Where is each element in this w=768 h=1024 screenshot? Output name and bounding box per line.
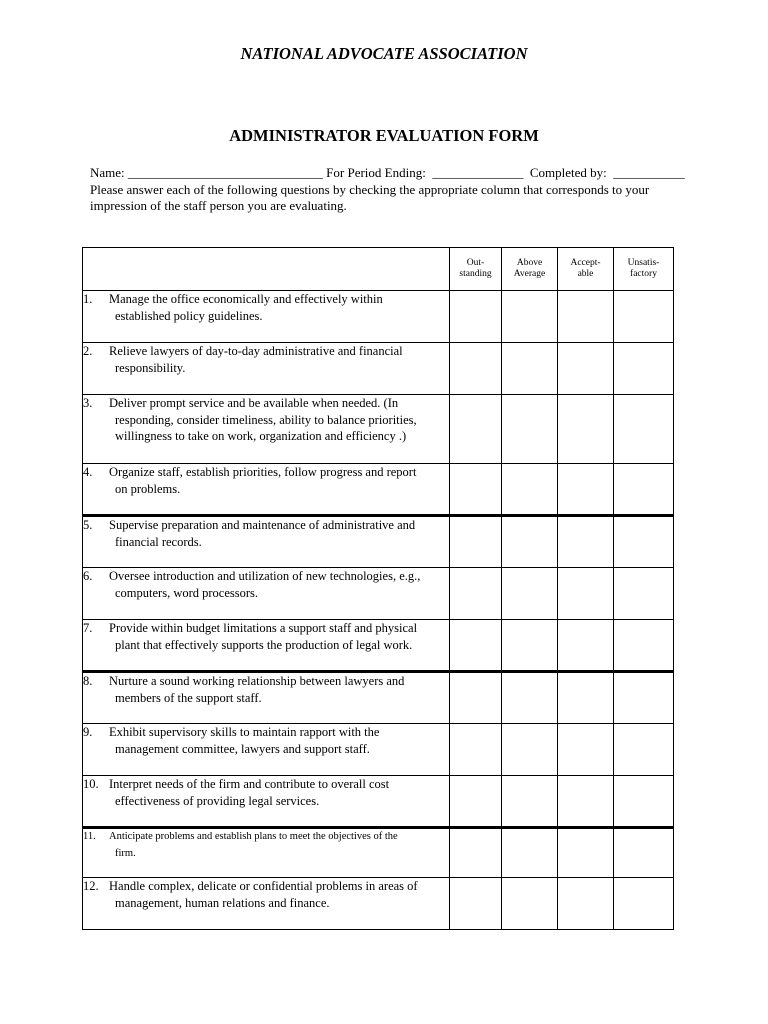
q3-acceptable-box[interactable]	[558, 395, 614, 464]
evaluation-table	[82, 247, 674, 930]
table-row	[83, 568, 674, 620]
form-title: ADMINISTRATOR EVALUATION FORM	[229, 126, 539, 145]
name-field[interactable]: ______________________________	[127, 165, 323, 180]
question-5: 5. Supervise preparation and maintenance of administrative and financial records.	[83, 516, 450, 568]
q11-acceptable-box[interactable]	[558, 828, 614, 878]
q11-outstanding-box[interactable]	[450, 828, 502, 878]
q3-outstanding-box[interactable]	[450, 395, 502, 464]
q2-outstanding-box[interactable]	[450, 343, 502, 395]
q3-unsatisfactory-box[interactable]	[614, 395, 674, 464]
table-row	[83, 828, 674, 878]
period-label: For Period Ending:	[326, 165, 426, 180]
table-row	[83, 464, 674, 516]
q1-outstanding-box[interactable]	[450, 291, 502, 343]
q4-above-average-box[interactable]	[502, 464, 558, 516]
q9-above-average-box[interactable]	[502, 724, 558, 776]
q12-above-average-box[interactable]	[502, 878, 558, 930]
q8-outstanding-box[interactable]	[450, 672, 502, 724]
header-row	[83, 248, 674, 291]
intro-section	[90, 165, 700, 215]
q10-unsatisfactory-box[interactable]	[614, 776, 674, 828]
column-header-unsatisfactory: Unsatis- factory	[614, 248, 674, 291]
q5-acceptable-box[interactable]	[558, 516, 614, 568]
table-row	[83, 620, 674, 672]
question-4: 4. Organize staff, establish priorities, follow progress and report on problems.	[83, 464, 450, 516]
instructions-line-1: Please answer each of the following questions by checking the appropriate column that corresponds to your	[90, 181, 650, 197]
question-2: 2. Relieve lawyers of day-to-day administrative and financial responsibility.	[83, 343, 450, 395]
q8-unsatisfactory-box[interactable]	[614, 672, 674, 724]
intro-fields-row	[90, 165, 700, 182]
q11-above-average-box[interactable]	[502, 828, 558, 878]
q1-unsatisfactory-box[interactable]	[614, 291, 674, 343]
q4-outstanding-box[interactable]	[450, 464, 502, 516]
q5-outstanding-box[interactable]	[450, 516, 502, 568]
q6-acceptable-box[interactable]	[558, 568, 614, 620]
column-header-above-average: Above Average	[502, 248, 558, 291]
column-header-outstanding: Out- standing	[450, 248, 502, 291]
q1-acceptable-box[interactable]	[558, 291, 614, 343]
q2-above-average-box[interactable]	[502, 343, 558, 395]
q12-outstanding-box[interactable]	[450, 878, 502, 930]
table-row	[83, 291, 674, 343]
q10-above-average-box[interactable]	[502, 776, 558, 828]
q8-above-average-box[interactable]	[502, 672, 558, 724]
q4-acceptable-box[interactable]	[558, 464, 614, 516]
q10-outstanding-box[interactable]	[450, 776, 502, 828]
header-blank-cell	[83, 248, 450, 291]
q7-unsatisfactory-box[interactable]	[614, 620, 674, 672]
instructions-line-2: impression of the staff person you are evaluating.	[90, 198, 347, 213]
organization-title: NATIONAL ADVOCATE ASSOCIATION	[240, 44, 528, 63]
q9-acceptable-box[interactable]	[558, 724, 614, 776]
question-1: 1. Manage the office economically and effectively within established policy guidelines.	[83, 291, 450, 343]
question-3: 3. Deliver prompt service and be available when needed. (In responding, consider timeliness, ability to balance priorities, willingness to take on work, organization and efficiency .)	[83, 395, 450, 464]
question-12: 12. Handle complex, delicate or confidential problems in areas of management, human relations and finance.	[83, 878, 450, 930]
question-10: 10. Interpret needs of the firm and contribute to overall cost effectiveness of providing legal services.	[83, 776, 450, 828]
name-label: Name:	[90, 165, 125, 180]
q5-unsatisfactory-box[interactable]	[614, 516, 674, 568]
q7-above-average-box[interactable]	[502, 620, 558, 672]
column-header-acceptable: Accept- able	[558, 248, 614, 291]
period-field[interactable]: ______________	[432, 165, 524, 180]
q1-above-average-box[interactable]	[502, 291, 558, 343]
q4-unsatisfactory-box[interactable]	[614, 464, 674, 516]
table-row	[83, 395, 674, 464]
table-row	[83, 724, 674, 776]
q5-above-average-box[interactable]	[502, 516, 558, 568]
q7-outstanding-box[interactable]	[450, 620, 502, 672]
q12-acceptable-box[interactable]	[558, 878, 614, 930]
q7-acceptable-box[interactable]	[558, 620, 614, 672]
completed-label: Completed by:	[529, 165, 607, 180]
table-row	[83, 776, 674, 828]
q3-above-average-box[interactable]	[502, 395, 558, 464]
q9-unsatisfactory-box[interactable]	[614, 724, 674, 776]
table-row	[83, 672, 674, 724]
q2-unsatisfactory-box[interactable]	[614, 343, 674, 395]
question-8: 8. Nurture a sound working relationship between lawyers and members of the support staff.	[83, 672, 450, 724]
q11-unsatisfactory-box[interactable]	[614, 828, 674, 878]
q6-unsatisfactory-box[interactable]	[614, 568, 674, 620]
question-11: 11. Anticipate problems and establish plans to meet the objectives of the firm.	[83, 828, 450, 878]
completed-field[interactable]: ___________	[613, 165, 685, 180]
q9-outstanding-box[interactable]	[450, 724, 502, 776]
q8-acceptable-box[interactable]	[558, 672, 614, 724]
table-row	[83, 516, 674, 568]
question-9: 9. Exhibit supervisory skills to maintain rapport with the management committee, lawyers and support staff.	[83, 724, 450, 776]
question-6: 6. Oversee introduction and utilization of new technologies, e.g., computers, word processors.	[83, 568, 450, 620]
q10-acceptable-box[interactable]	[558, 776, 614, 828]
q6-outstanding-box[interactable]	[450, 568, 502, 620]
q12-unsatisfactory-box[interactable]	[614, 878, 674, 930]
table-row	[83, 343, 674, 395]
question-7: 7. Provide within budget limitations a support staff and physical plant that effectively supports the production of legal work.	[83, 620, 450, 672]
q2-acceptable-box[interactable]	[558, 343, 614, 395]
table-row	[83, 878, 674, 930]
q6-above-average-box[interactable]	[502, 568, 558, 620]
